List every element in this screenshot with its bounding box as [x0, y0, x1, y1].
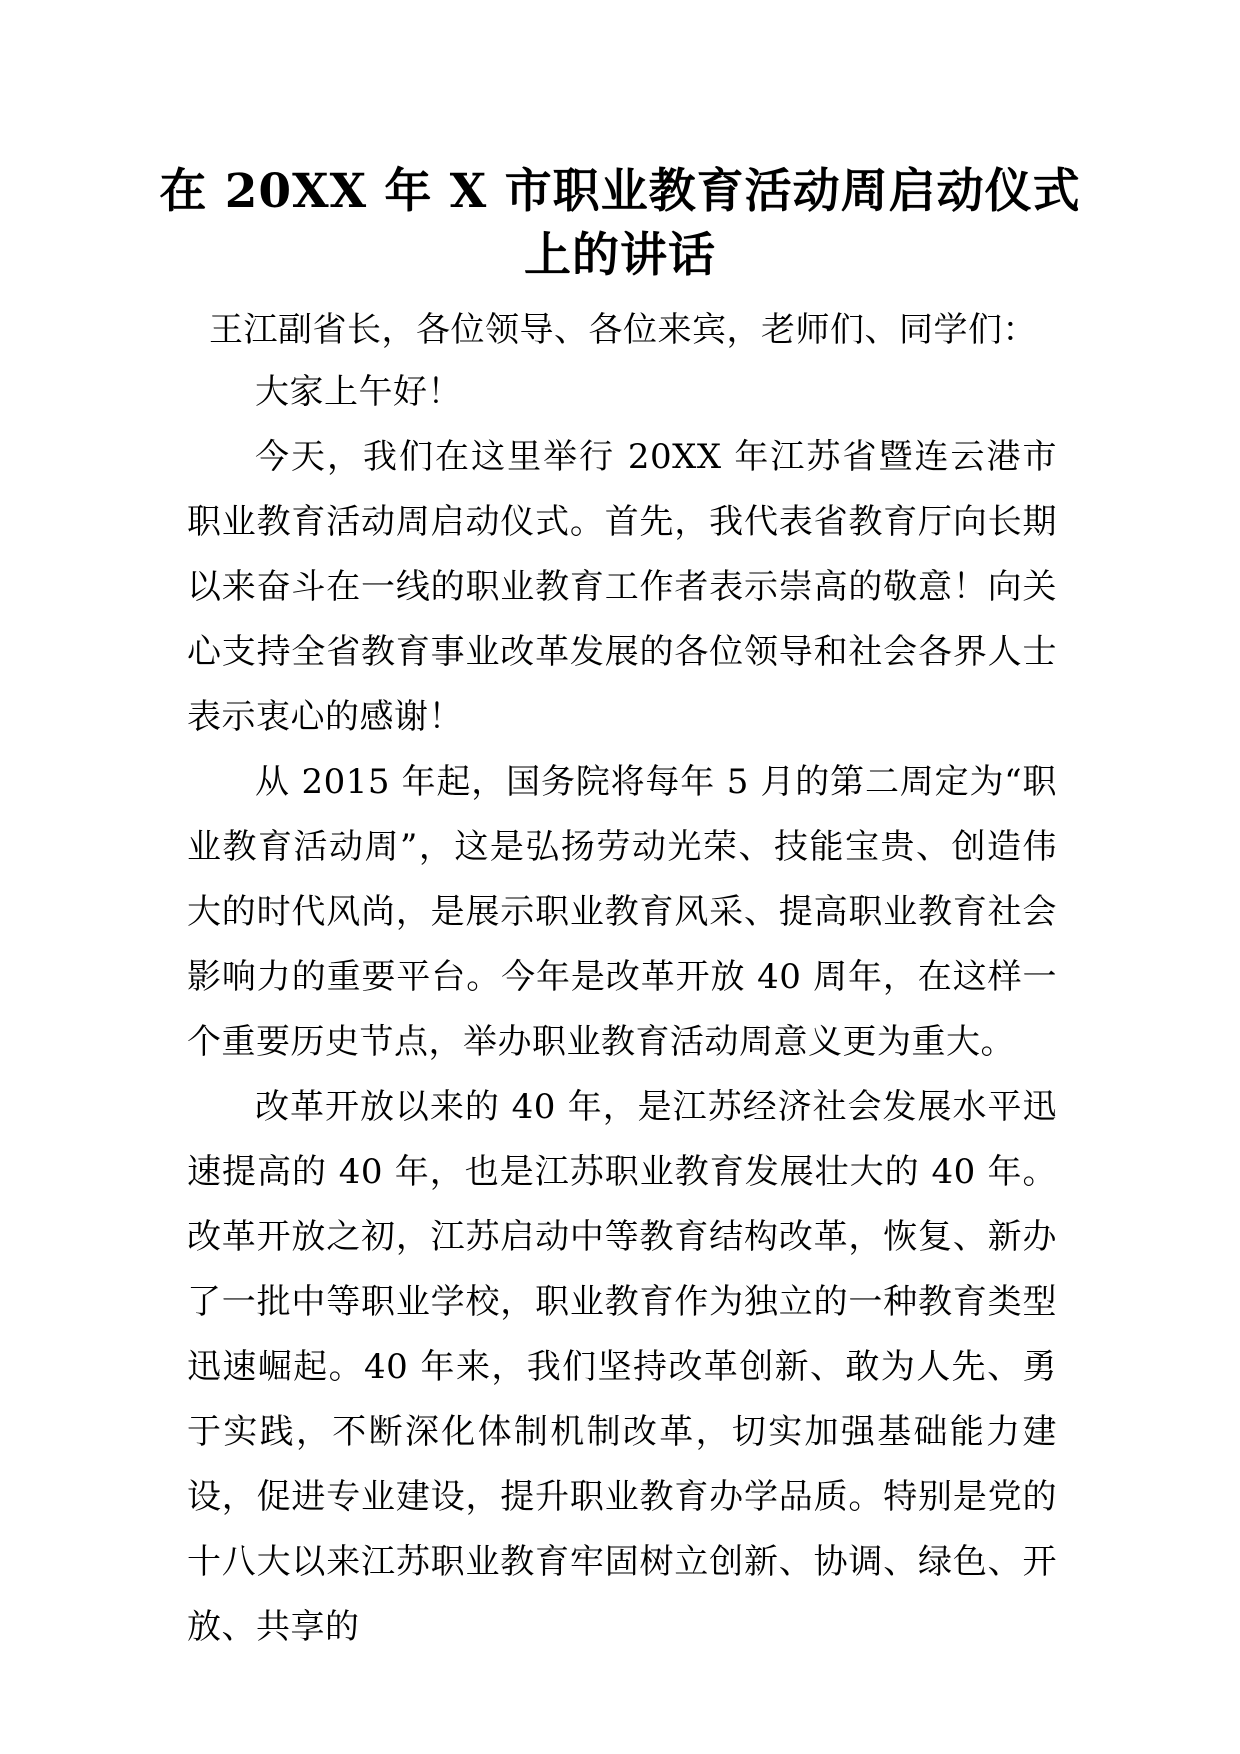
title-line-2: 上的讲话: [524, 228, 716, 283]
salutation: 王江副省长，各位领导、各位来宾，老师们、同学们：: [209, 310, 1037, 350]
paragraph-reform-history: 改革开放以来的 40 年，是江苏经济社会发展水平迅速提高的 40 年，也是江苏职业教育发展壮大的 40 年。改革开放之初，江苏启动中等教育结构改革，恢复、新办了一批中等职业学校，职业教育作为独立的一种教育类型迅速崛起。40 年来，我们坚持改革创新、敢为人先、勇于实践，不断深化体制机制改革，切实加强基础能力建设，促进专业建设，提升职业教育办学品质。特别是党的十八大以来江苏职业教育牢固树立创新、协调、绿色、开放、共享的: [187, 1087, 1057, 1647]
document-title: [150, 160, 1090, 288]
paragraph-activity-week: 从 2015 年起，国务院将每年 5 月的第二周定为“职业教育活动周”，这是弘扬劳动光荣、技能宝贵、创造伟大的时代风尚，是展示职业教育风采、提高职业教育社会影响力的重要平台。今年是改革开放 40 周年，在这样一个重要历史节点，举办职业教育活动周意义更为重大。: [187, 762, 1057, 1062]
document-body: [187, 300, 1057, 1660]
paragraph-greeting: 大家上午好！: [255, 372, 462, 412]
paragraph-opening: 今天，我们在这里举行 20XX 年江苏省暨连云港市职业教育活动周启动仪式。首先，我代表省教育厅向长期以来奋斗在一线的职业教育工作者表示崇高的敬意！向关心支持全省教育事业改革发展的各位领导和社会各界人士表示衷心的感谢！: [187, 437, 1057, 737]
title-line-1: 在 20XX 年 X 市职业教育活动周启动仪式: [159, 164, 1081, 219]
